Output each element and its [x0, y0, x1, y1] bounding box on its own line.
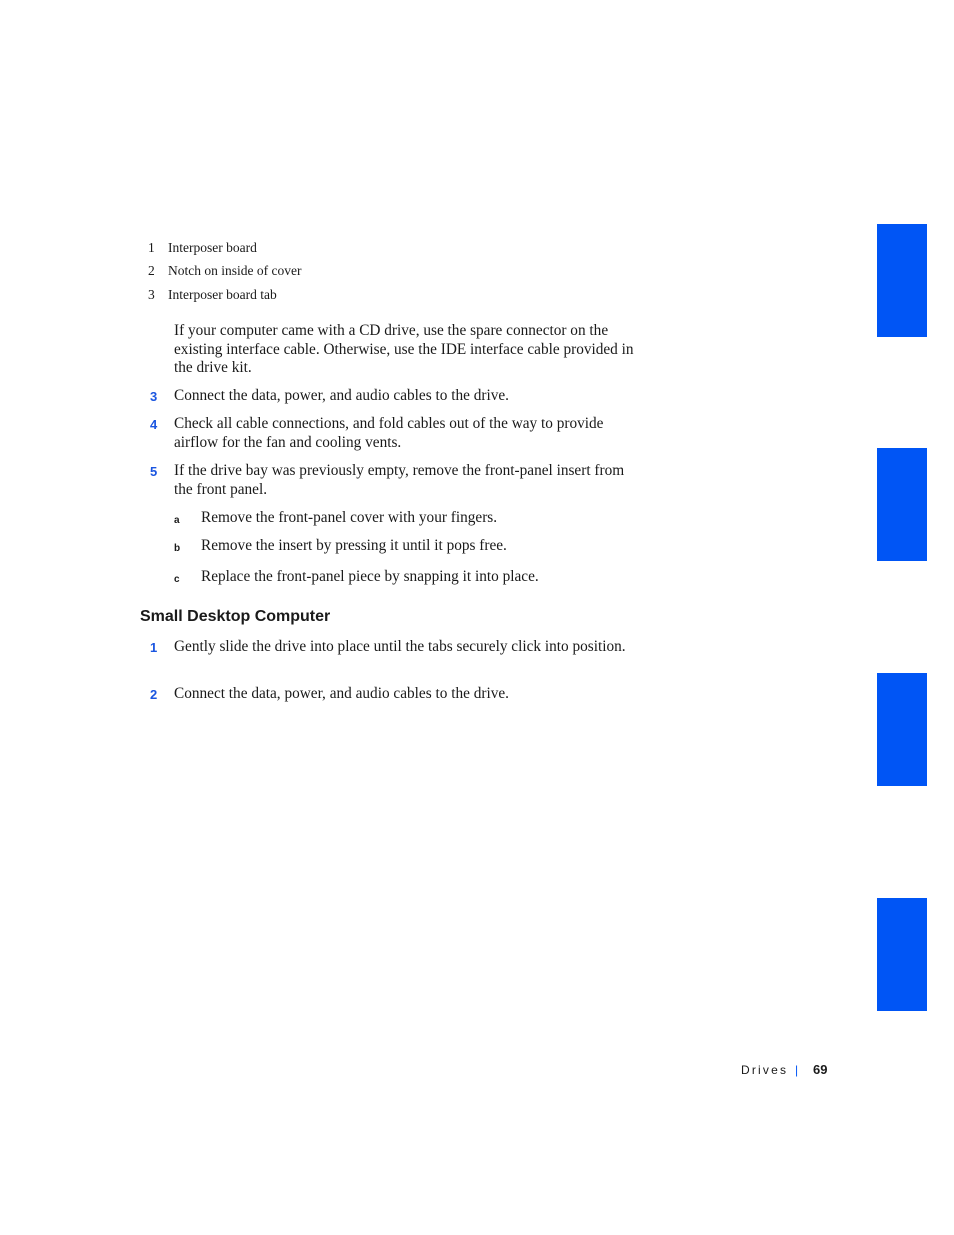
substep-text: Replace the front-panel piece by snapping it into place.: [201, 568, 539, 585]
callout-label: Notch on inside of cover: [168, 263, 302, 278]
substep-letter: c: [174, 574, 180, 585]
step-number: 1: [150, 640, 158, 655]
callout-label: Interposer board tab: [168, 287, 277, 302]
edge-tab: [877, 448, 927, 561]
callout-number: 3: [148, 287, 155, 302]
step-text: Connect the data, power, and audio cables to the drive.: [174, 685, 509, 702]
substep-letter: b: [174, 543, 181, 554]
step-text: Gently slide the drive into place until the tabs securely click into position.: [174, 638, 626, 655]
edge-tab: [877, 673, 927, 786]
edge-tab: [877, 898, 927, 1011]
page-number: 69: [813, 1062, 828, 1077]
step-number: 2: [150, 687, 158, 702]
step-text: Connect the data, power, and audio cables to the drive.: [174, 387, 509, 404]
substep-letter: a: [174, 515, 180, 526]
callout-number: 1: [148, 240, 155, 255]
callout-label: Interposer board: [168, 240, 257, 255]
substep-text: Remove the front-panel cover with your fingers.: [201, 509, 498, 526]
step-number: 3: [150, 389, 158, 404]
footer-section-label: Drives: [741, 1063, 789, 1077]
intro-paragraph: If your computer came with a CD drive, use the spare connector on the existing interface cable. Otherwise, use the IDE interface cable provided in the drive kit.: [174, 322, 634, 377]
footer-separator: |: [795, 1063, 799, 1077]
step-text: If the drive bay was previously empty, remove the front-panel insert from the front panel.: [174, 462, 625, 498]
substep-text: Remove the insert by pressing it until it pops free.: [201, 537, 507, 554]
step-number: 5: [150, 464, 158, 479]
step-number: 4: [150, 417, 158, 432]
step-text: Check all cable connections, and fold cables out of the way to provide airflow for the fan and cooling vents.: [174, 415, 604, 451]
section-heading: Small Desktop Computer: [140, 608, 331, 625]
callout-number: 2: [148, 263, 155, 278]
edge-tab: [877, 224, 927, 337]
